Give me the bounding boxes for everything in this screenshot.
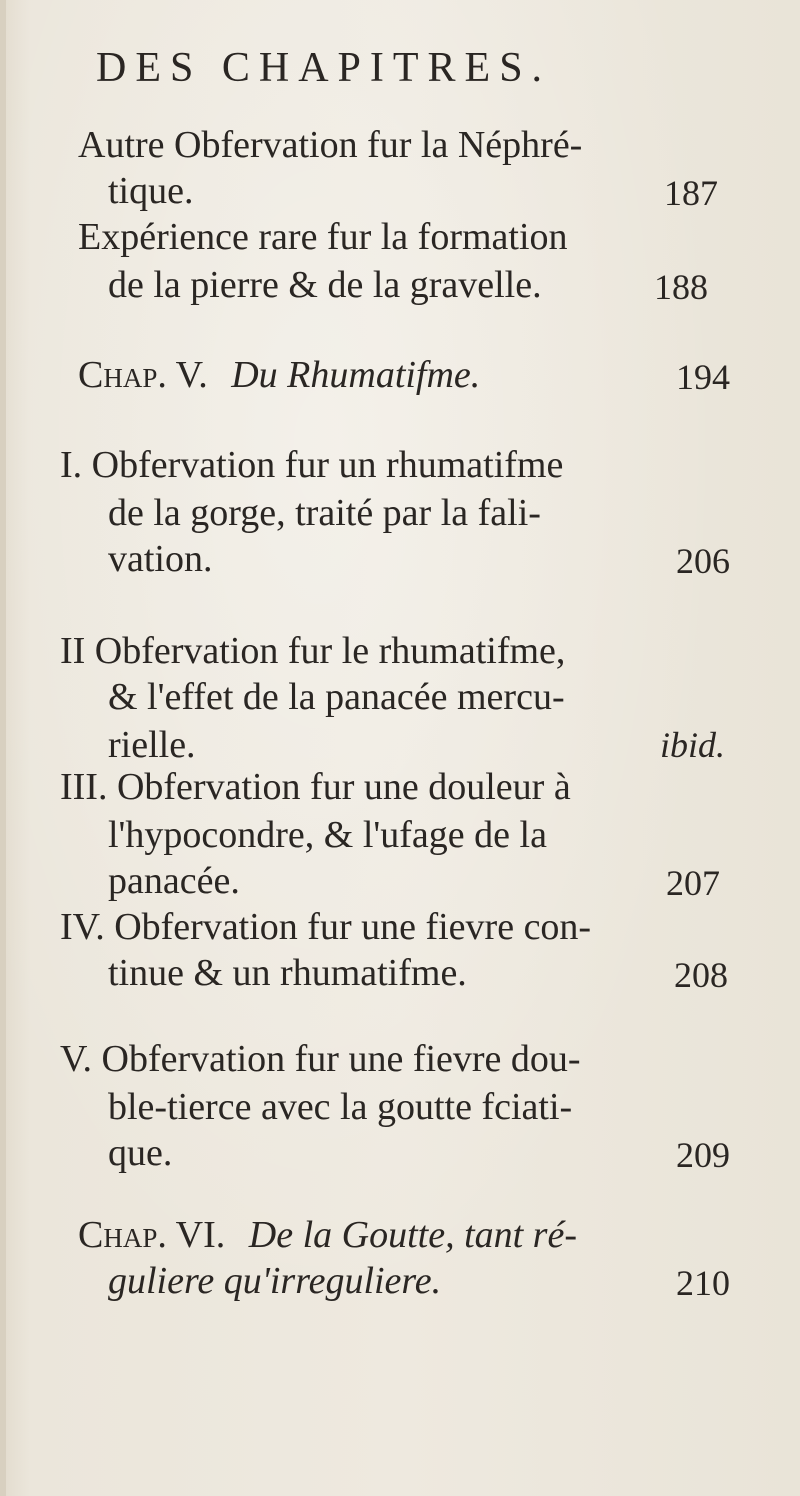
page-number: 188 (654, 267, 708, 307)
page-number: 194 (676, 357, 730, 397)
page-number: 187 (664, 173, 718, 213)
toc-entry-line: de la pierre & de la gravelle. (108, 264, 542, 306)
toc-entry-line: l'hypocondre, & l'ufage de la (108, 814, 547, 856)
running-heading: DES CHAPITRES. (96, 45, 552, 91)
toc-entry-line: III. Obfervation fur une douleur à (60, 766, 571, 808)
toc-entry-line: V. Obfervation fur une fievre dou- (60, 1038, 581, 1080)
toc-entry-line: tique. (108, 170, 194, 212)
chapter-heading (78, 352, 480, 398)
chapter-title: Du Rhumatifme. (231, 354, 481, 396)
toc-entry-line: tinue & un rhumatifme. (108, 952, 467, 994)
page-number: 206 (676, 541, 730, 581)
chapter-title-continued: guliere qu'irreguliere. (108, 1260, 442, 1302)
toc-entry-line: ble-tierce avec la goutte fciati- (108, 1086, 573, 1128)
toc-entry-line: rielle. (108, 724, 196, 766)
chapter-label: Chap. VI. (78, 1214, 226, 1256)
toc-entry-line: de la gorge, traité par la fali- (108, 492, 541, 534)
toc-entry-line: Autre Obfervation fur la Néphré- (78, 124, 583, 166)
page-number: 207 (666, 863, 720, 903)
chapter-label: Chap. V. (78, 354, 208, 396)
chapter-heading (78, 1212, 577, 1258)
page-number: 209 (676, 1135, 730, 1175)
toc-entry-line: I. Obfervation fur un rhumatifme (60, 444, 564, 486)
page-number: 208 (674, 955, 728, 995)
toc-entry-line: vation. (108, 538, 213, 580)
toc-entry-line: Expérience rare fur la formation (78, 216, 568, 258)
toc-entry-line: & l'effet de la panacée mercu- (108, 676, 565, 718)
chapter-title: De la Goutte, tant ré- (248, 1214, 577, 1256)
toc-entry-line: panacée. (108, 860, 240, 902)
page-number: 210 (676, 1263, 730, 1303)
toc-entry-line: que. (108, 1132, 173, 1174)
toc-entry-line: IV. Obfervation fur une fievre con- (60, 906, 592, 948)
toc-entry-line: II Obfervation fur le rhumatifme, (60, 630, 566, 672)
page-number: ibid. (660, 725, 726, 765)
